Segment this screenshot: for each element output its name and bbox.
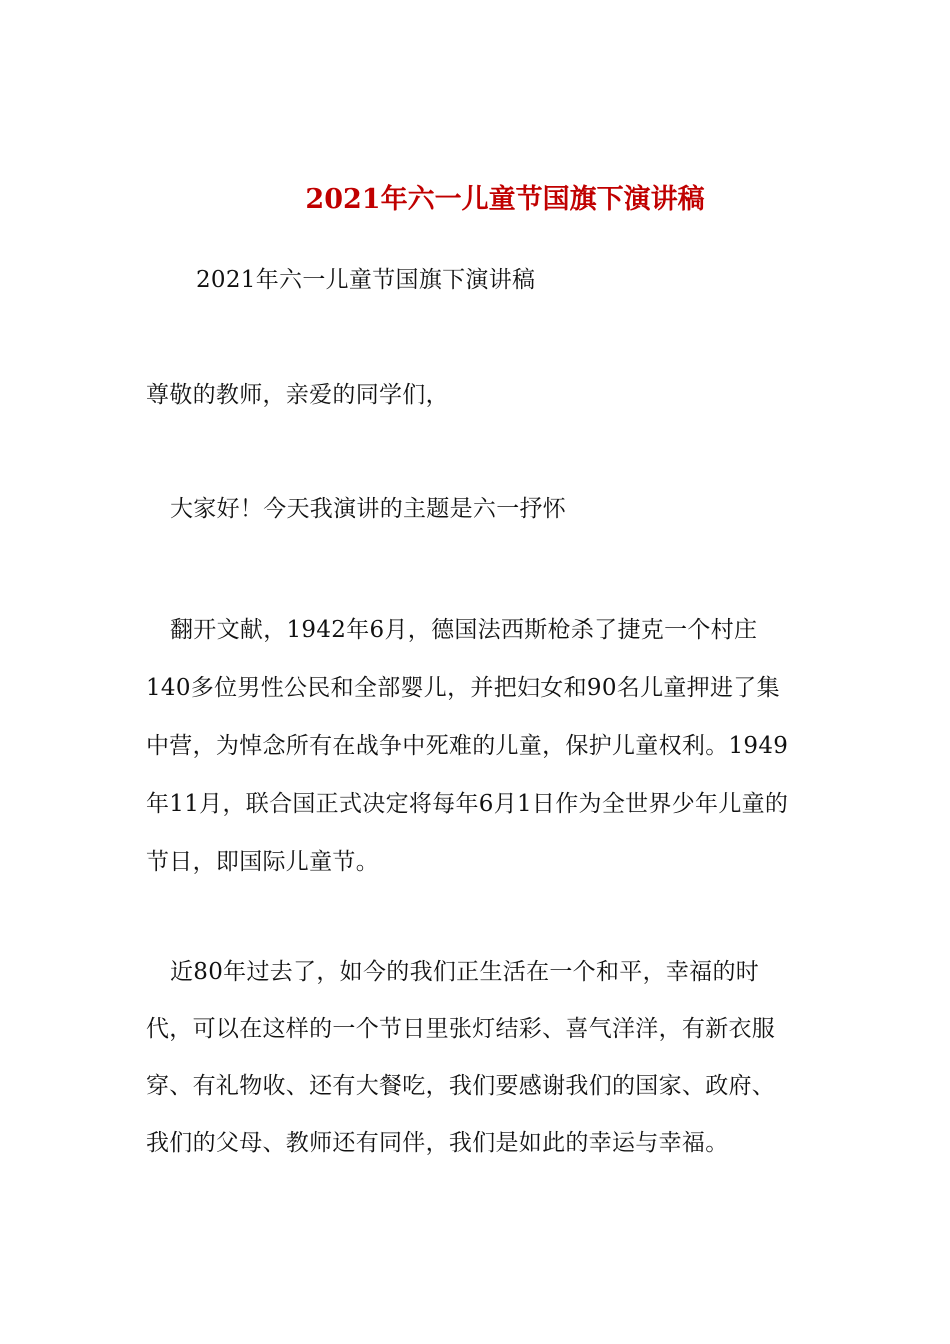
- document-title: 2021年六一儿童节国旗下演讲稿: [305, 184, 705, 215]
- paragraph-gratitude: 近80年过去了，如今的我们正生活在一个和平，幸福的时代，可以在这样的一个节日里张灯结彩、喜气洋洋，有新衣服穿、有礼物收、还有大餐吃，我们要感谢我们的国家、政府、我们的父母、教师还有同伴，我们是如此的幸运与幸福。: [146, 959, 776, 1156]
- greeting-line: 尊敬的教师，亲爱的同学们，: [146, 382, 449, 408]
- paragraph-history: 翻开文献，1942年6月，德国法西斯枪杀了捷克一个村庄140多位男性公民和全部婴儿，并把妇女和90名儿童押进了集中营，为悼念所有在战争中死难的儿童，保护儿童权利。1949年11月，联合国正式决定将每年6月1日作为全世界少年儿童的节日，即国际儿童节。: [146, 617, 789, 875]
- intro-line: 大家好！今天我演讲的主题是六一抒怀: [170, 496, 567, 522]
- document-subtitle: 2021年六一儿童节国旗下演讲稿: [196, 267, 536, 293]
